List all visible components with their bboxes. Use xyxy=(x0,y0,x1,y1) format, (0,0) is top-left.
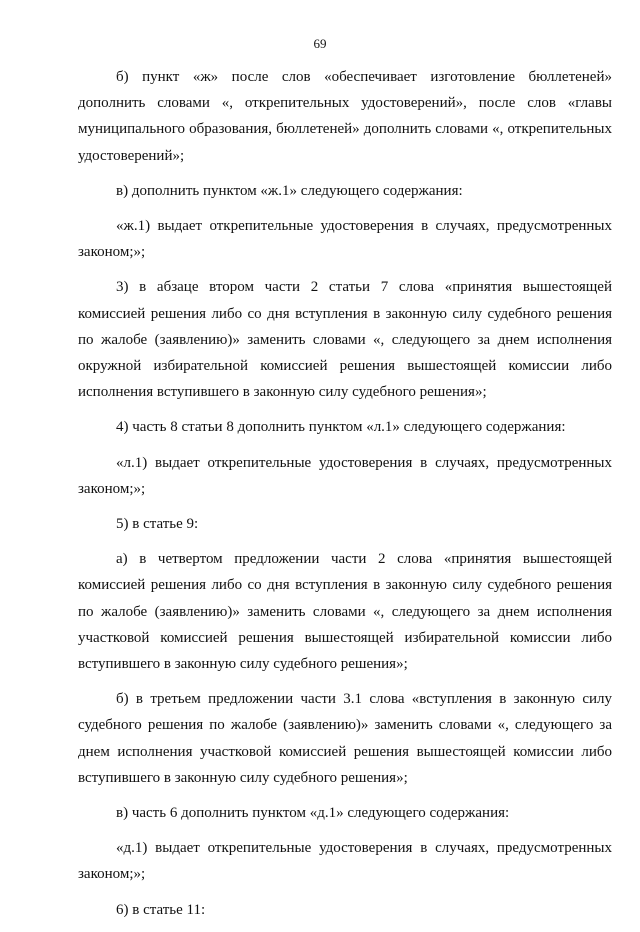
paragraph: а) в четвертом предложении части 2 слова «принятия вышестоящей комиссией решения либо со дня вступления в законную силу судебного решения по жалобе (заявлению)» заменить словами «, следующего за днем исполнения участковой комиссией решения вышестоящей избирательной комиссии либо вступившего в законную силу судебного решения»; xyxy=(78,551,612,673)
paragraph: «ж.1) выдает открепительные удостоверения в случаях, предусмотренных законом;»; xyxy=(78,218,612,261)
document-body xyxy=(78,64,612,932)
paragraph: 3) в абзаце втором части 2 статьи 7 слова «принятия вышестоящей комиссией решения либо со дня вступления в законную силу судебного решения по жалобе (заявлению)» заменить словами «, следующего за днем исполнения окружной избирательной комиссией решения вышестоящей комиссии либо исполнения вступившего в законную силу судебного решения»; xyxy=(78,279,612,401)
page-number: 69 xyxy=(313,36,327,51)
paragraph: 6) в статье 11: xyxy=(116,901,206,918)
paragraph: 4) часть 8 статьи 8 дополнить пунктом «л.1» следующего содержания: xyxy=(116,419,566,436)
paragraph: «д.1) выдает открепительные удостоверения в случаях, предусмотренных законом;»; xyxy=(78,840,612,883)
paragraph: в) дополнить пунктом «ж.1» следующего содержания: xyxy=(116,182,463,199)
paragraph: «л.1) выдает открепительные удостоверения в случаях, предусмотренных законом;»; xyxy=(78,454,612,497)
paragraph: б) в третьем предложении части 3.1 слова «вступления в законную силу судебного решения по жалобе (заявлению)» заменить словами «, следующего за днем исполнения участковой комиссией решения вышестоящей комиссии либо вступившего в законную силу судебного решения»; xyxy=(78,691,612,786)
paragraph: 5) в статье 9: xyxy=(116,516,199,533)
paragraph: б) пункт «ж» после слов «обеспечивает изготовление бюллетеней» дополнить словами «, открепительных удостоверений», после слов «главы муниципального образования, бюллетеней» дополнить словами «, открепительных удостоверений»; xyxy=(78,69,612,164)
paragraph: в) часть 6 дополнить пунктом «д.1» следующего содержания: xyxy=(116,805,510,822)
